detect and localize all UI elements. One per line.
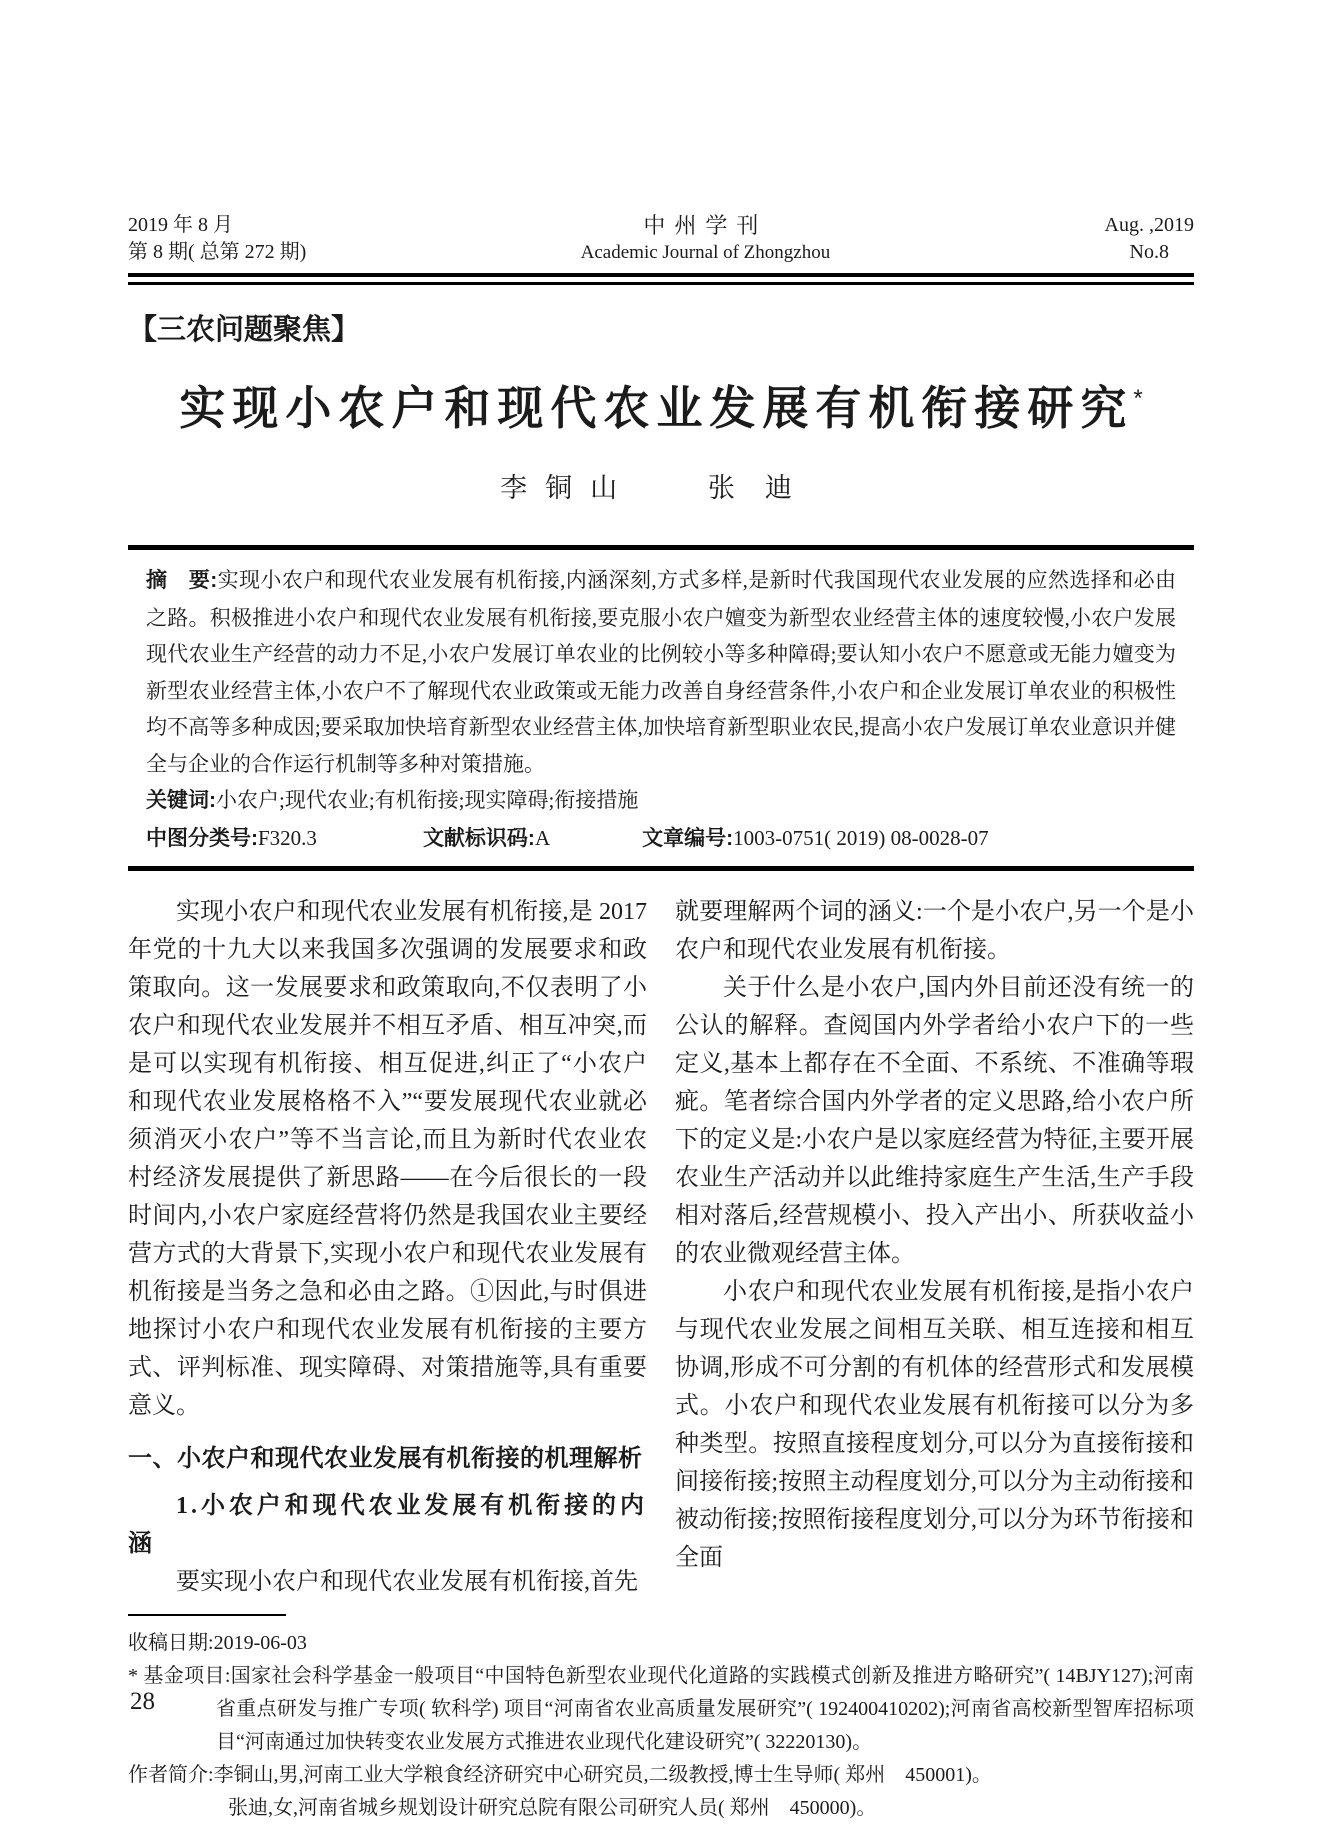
article-title-text: 实现小农户和现代农业发展有机衔接研究 (179, 382, 1134, 434)
left-column (128, 893, 647, 1601)
header-date-cn: 2019 年 8 月 (128, 214, 233, 236)
abstract-label: 摘 要: (146, 569, 218, 592)
authors-line (128, 466, 1194, 505)
journal-title-en: Academic Journal of Zhongzhou (580, 242, 831, 263)
body-paragraph: 要实现小农户和现代农业发展有机衔接,首先 (176, 1569, 638, 1595)
keywords-label: 关键词: (146, 789, 216, 812)
received-label: 收稿日期: (128, 1632, 214, 1654)
header-center (581, 212, 831, 266)
clc-label: 中图分类号: (146, 827, 258, 850)
received-date-line (128, 1627, 1194, 1660)
clc-pair (146, 819, 317, 858)
body-columns (128, 893, 1194, 1601)
body-paragraph: 关于什么是小农户,国内外目前还没有统一的公认的解释。查阅国内外学者给小农户下的一些定义,基本上都存在不全面、不系统、不准确等瑕疵。笔者综合国内外学者的定义思路,给小农户所下的定义是:小农户是以家庭经营为特征,主要开展农业生产活动并以此维持家庭生产生活,生产手段相对落后,经营规模小、投入产出小、所获收益小的农业微观经营主体。 (675, 975, 1194, 1267)
author-2: 张迪 (707, 473, 822, 503)
article-title (128, 372, 1194, 438)
received-value: 2019-06-03 (213, 1632, 307, 1654)
keywords-text: 小农户;现代农业;有机衔接;现实障碍;衔接措施 (216, 788, 639, 812)
body-paragraph: 小农户和现代农业发展有机衔接,是指小农户与现代农业发展之间相互关联、相互连接和相互协调,形成不可分割的有机体的经营形式和发展模式。小农户和现代农业发展有机衔接可以分为多种类型。按照直接程度划分,可以分为直接衔接和间接衔接;按照主动程度划分,可以分为主动衔接和被动衔接;按照衔接程度划分,可以分为环节衔接和全面 (675, 1279, 1194, 1571)
fund-text: 国家社会科学基金一般项目“中国特色新型农业现代化道路的实践模式创新及推进方略研究”( 14BJY127);河南省重点研发与推广专项( 软科学) 项目“河南省农业高质量发展研究”( 192400410202);河南省高校新型智库招标项目“河南通过加快转变农业发展方式推进农业现代化建设研究”( 32220130)。 (216, 1665, 1194, 1753)
header-issue-cn: 第 8 期( 总第 272 期) (128, 241, 307, 263)
journal-title-cn: 中州学刊 (643, 213, 768, 238)
journal-header (128, 212, 1194, 266)
classification-line (128, 819, 1194, 858)
fund-project-line (128, 1660, 1194, 1759)
article-id-value: 1003-0751( 2019) 08-0028-07 (733, 826, 989, 850)
author-bio-line-2 (128, 1792, 1194, 1825)
header-date-en: Aug. ,2019 (1104, 214, 1194, 236)
column-badge: 【三农问题聚焦】 (128, 314, 361, 346)
right-column (675, 893, 1194, 1601)
body-paragraph: 就要理解两个词的涵义:一个是小农户,另一个是小农户和现代农业发展有机衔接。 (675, 899, 1194, 963)
header-issue-en: No.8 (1129, 241, 1169, 263)
abstract-text: 实现小农户和现代农业发展有机衔接,内涵深刻,方式多样,是新时代我国现代农业发展的应然选择和必由之路。积极推进小农户和现代农业发展有机衔接,要克服小农户嬗变为新型农业经营主体的速度较慢,小农户发展现代农业生产经营的动力不足,小农户发展订单农业的比例较小等多种障碍;要认知小农户不愿意或无能力嬗变为新型农业经营主体,小农户不了解现代农业政策或无能力改善自身经营条件,小农户和企业发展订单农业的积极性均不高等多种成因;要采取加快培育新型农业经营主体,加快培育新型职业农民,提高小农户发展订单农业意识并健全与企业的合作运行机制等多种对策措施。 (146, 568, 1176, 776)
doc-code-value: A (534, 826, 551, 850)
author-bio-line-1 (128, 1759, 1194, 1792)
abstract (128, 550, 1194, 782)
author-bio-1: 李铜山,男,河南工业大学粮食经济研究中心研究员,二级教授,博士生导师( 郑州 450001)。 (213, 1764, 992, 1786)
page-number: 28 (130, 1688, 155, 1715)
article-id-label: 文章编号: (642, 827, 734, 850)
author-bio-label: 作者简介: (128, 1764, 214, 1786)
clc-value: F320.3 (258, 826, 317, 850)
author-bio-2: 张迪,女,河南省城乡规划设计研究总院有限公司研究人员( 郑州 450000)。 (228, 1797, 877, 1819)
footnote-separator (128, 1614, 286, 1616)
footnotes (128, 1627, 1194, 1825)
header-left (128, 212, 306, 266)
doc-code-label: 文献标识码: (422, 827, 535, 850)
section-1-heading: 一、小农户和现代农业发展有机衔接的机理解析 (128, 1445, 643, 1472)
header-double-rule (128, 273, 1194, 285)
abstract-bottom-rule (128, 866, 1194, 871)
keywords-line (128, 782, 1194, 819)
body-paragraph: 实现小农户和现代农业发展有机衔接,是 2017 年党的十九大以来我国多次强调的发展要求和政策取向。这一发展要求和政策取向,不仅表明了小农户和现代农业发展并不相互矛盾、相互冲突,而是可以实现有机衔接、相互促进,纠正了“小农户和现代农业发展格格不入”“要发展现代农业就必须消灭小农户”等不当言论,而且为新时代农业农村经济发展提供了新思路——在今后很长的一段时间内,小农户家庭经营将仍然是我国农业主要经营方式的大背景下,实现小农户和现代农业发展有机衔接是当务之急和必由之路。①因此,与时俱进地探讨小农户和现代农业发展有机衔接的主要方式、评判标准、现实障碍、对策措施等,具有重要意义。 (128, 899, 647, 1419)
author-1: 李铜山 (500, 473, 636, 503)
header-right (1105, 212, 1194, 266)
doc-code-pair (423, 819, 550, 858)
title-footnote-marker: * (1133, 385, 1143, 412)
fund-label: * 基金项目: (128, 1665, 231, 1687)
subsection-1-heading: 1.小农户和现代农业发展有机衔接的内涵 (128, 1493, 647, 1557)
article-id-pair (642, 819, 988, 858)
